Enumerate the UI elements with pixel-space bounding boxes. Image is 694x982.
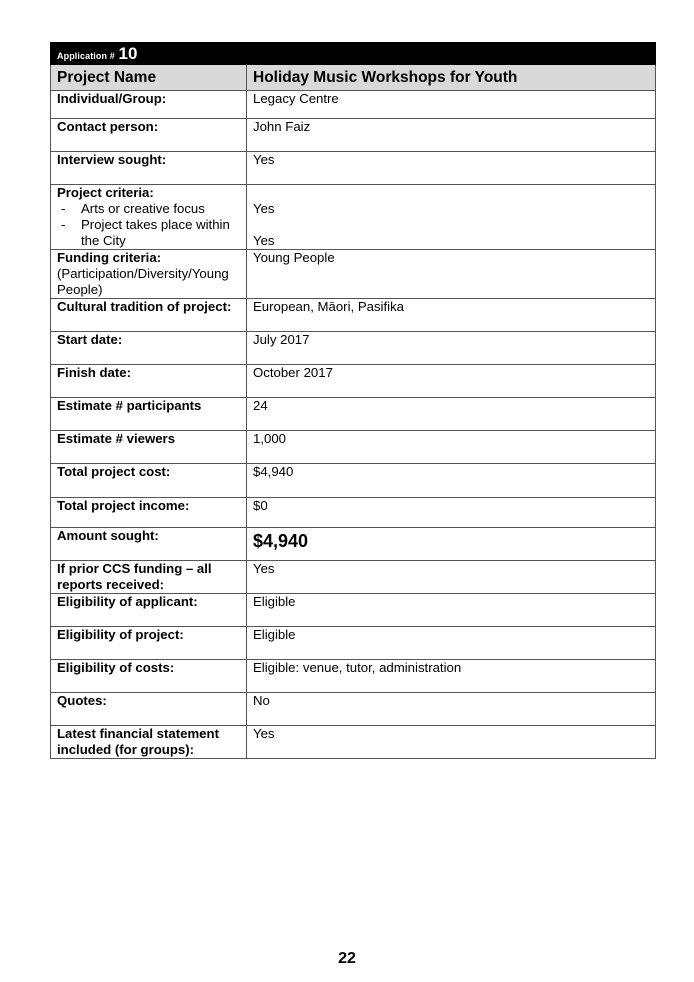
- application-label: Application #: [57, 51, 115, 61]
- table-row: [51, 332, 656, 365]
- table-row: [51, 250, 656, 299]
- amount-sought-label: Amount sought:: [51, 528, 247, 561]
- eligibility-project-value: Eligible: [247, 627, 656, 660]
- criteria-value: Yes: [253, 233, 275, 248]
- table-row: [51, 365, 656, 398]
- eligibility-applicant-value: Eligible: [247, 594, 656, 627]
- project-criteria-list: [57, 201, 246, 249]
- table-row: [51, 152, 656, 185]
- total-income-label: Total project income:: [51, 498, 247, 528]
- application-number-cell: [51, 43, 247, 65]
- funding-criteria-cell: [51, 250, 247, 299]
- table-row: [51, 398, 656, 431]
- participants-label: Estimate # participants: [51, 398, 247, 431]
- interview-sought-value: Yes: [247, 152, 656, 185]
- table-row: [51, 561, 656, 594]
- finish-date-label: Finish date:: [51, 365, 247, 398]
- table-row: [51, 185, 656, 250]
- cultural-tradition-value: European, Māori, Pasifika: [247, 299, 656, 332]
- finish-date-value: October 2017: [247, 365, 656, 398]
- application-header-blank: [247, 43, 656, 65]
- eligibility-applicant-label: Eligibility of applicant:: [51, 594, 247, 627]
- cultural-tradition-label: Cultural tradition of project:: [51, 299, 247, 332]
- application-table: [50, 42, 656, 759]
- project-criteria-cell: [51, 185, 247, 250]
- criteria-item: - Project takes place within the City: [57, 217, 246, 249]
- eligibility-costs-label: Eligibility of costs:: [51, 660, 247, 693]
- funding-criteria-sublabel: (Participation/Diversity/Young People): [57, 266, 229, 297]
- contact-person-label: Contact person:: [51, 119, 247, 152]
- prior-funding-label: If prior CCS funding – all reports received:: [51, 561, 247, 594]
- total-cost-value: $4,940: [247, 464, 656, 498]
- project-name-row: [51, 65, 656, 91]
- contact-person-value: John Faiz: [247, 119, 656, 152]
- interview-sought-label: Interview sought:: [51, 152, 247, 185]
- start-date-value: July 2017: [247, 332, 656, 365]
- table-row: [51, 299, 656, 332]
- page-number: 22: [338, 950, 356, 967]
- funding-criteria-value: Young People: [247, 250, 656, 299]
- project-criteria-values: [247, 185, 656, 250]
- project-criteria-label: Project criteria:: [57, 185, 154, 200]
- eligibility-project-label: Eligibility of project:: [51, 627, 247, 660]
- criteria-item: - Arts or creative focus: [57, 201, 246, 217]
- participants-value: 24: [247, 398, 656, 431]
- criteria-value: Yes: [253, 201, 275, 216]
- table-row: [51, 431, 656, 464]
- financial-statement-label: Latest financial statement included (for groups):: [51, 726, 247, 759]
- total-income-value: $0: [247, 498, 656, 528]
- quotes-value: No: [247, 693, 656, 726]
- project-name-label: Project Name: [51, 65, 247, 91]
- table-row: [51, 693, 656, 726]
- table-row: [51, 91, 656, 119]
- table-row: [51, 464, 656, 498]
- table-row: [51, 498, 656, 528]
- viewers-value: 1,000: [247, 431, 656, 464]
- project-name-value: Holiday Music Workshops for Youth: [247, 65, 656, 91]
- table-row: [51, 660, 656, 693]
- application-number: 10: [118, 44, 138, 63]
- table-row: [51, 726, 656, 759]
- prior-funding-value: Yes: [247, 561, 656, 594]
- table-row: [51, 119, 656, 152]
- quotes-label: Quotes:: [51, 693, 247, 726]
- application-header-row: [51, 43, 656, 65]
- table-row: [51, 594, 656, 627]
- individual-group-label: Individual/Group:: [51, 91, 247, 119]
- total-cost-label: Total project cost:: [51, 464, 247, 498]
- start-date-label: Start date:: [51, 332, 247, 365]
- financial-statement-value: Yes: [247, 726, 656, 759]
- table-row: [51, 627, 656, 660]
- funding-criteria-label: Funding criteria:: [57, 250, 162, 265]
- eligibility-costs-value: Eligible: venue, tutor, administration: [247, 660, 656, 693]
- amount-sought-value: $4,940: [253, 531, 309, 551]
- amount-sought-cell: [247, 528, 656, 561]
- table-row: [51, 528, 656, 561]
- individual-group-value: Legacy Centre: [247, 91, 656, 119]
- viewers-label: Estimate # viewers: [51, 431, 247, 464]
